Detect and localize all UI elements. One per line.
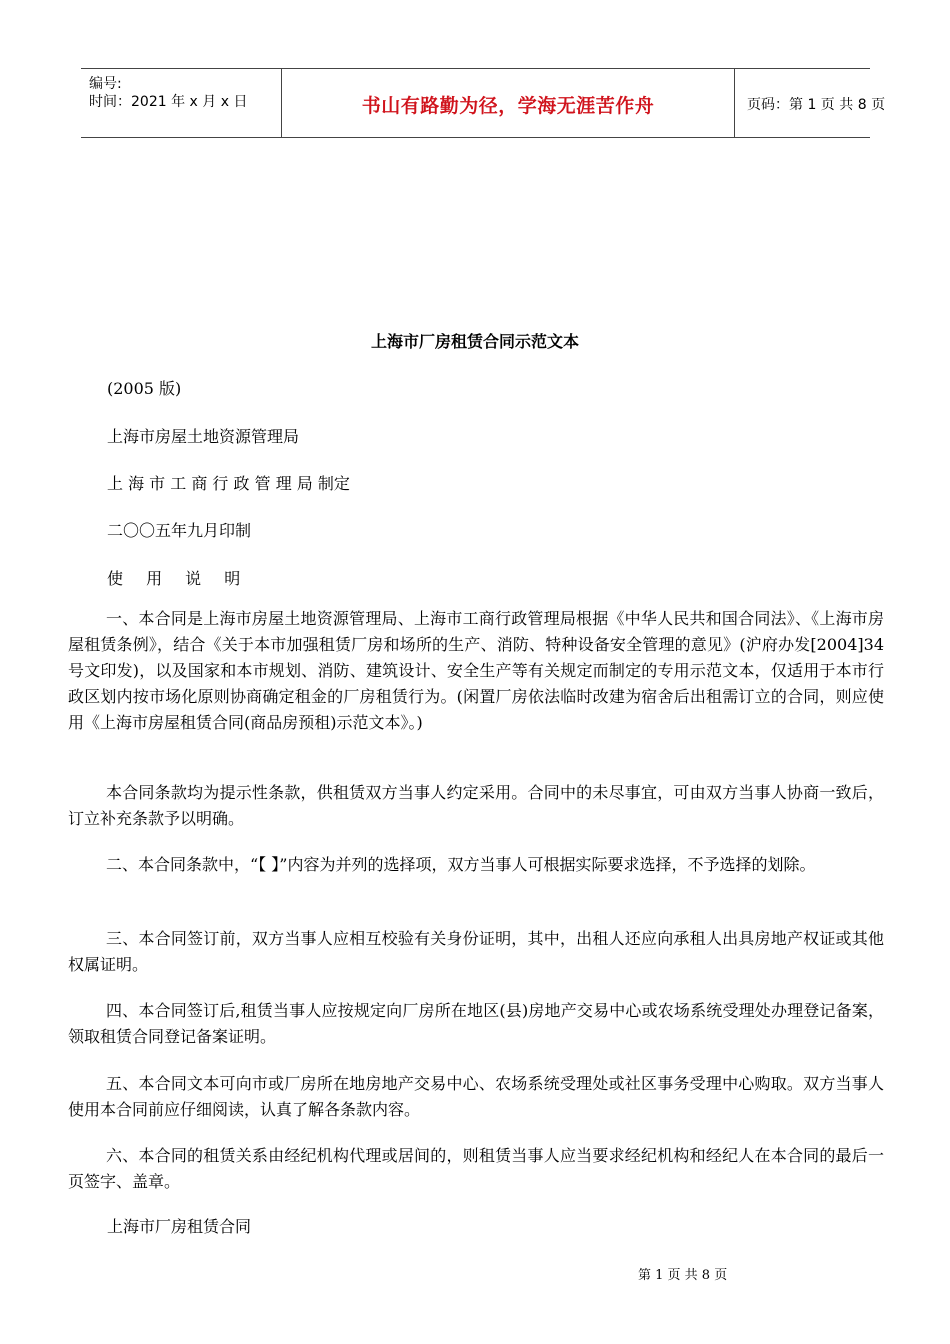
time-label: 时间：2021 年 x 月 x 日 <box>89 94 248 110</box>
serial-label: 编号: <box>89 76 122 92</box>
print-date-line: 二〇〇五年九月印制 <box>107 521 252 540</box>
paragraph-4: 三、本合同签订前，双方当事人应相互校验有关身份证明，其中，出租人还应向承租人出具房地产权证或其他权属证明。 <box>68 929 884 974</box>
paragraph-5: 四、本合同签订后,租赁当事人应按规定向厂房所在地区(县)房地产交易中心或农场系统受理处办理登记备案，领取租赁合同登记备案证明。 <box>68 1001 884 1046</box>
paragraph-3: 二、本合同条款中，“【 】”内容为并列的选择项，双方当事人可根据实际要求选择，不予选择的划除。 <box>106 855 816 874</box>
header-center-cell <box>281 69 735 137</box>
paragraph-6: 五、本合同文本可向市或厂房所在地房地产交易中心、农场系统受理处或社区事务受理中心购取。双方当事人使用本合同前应仔细阅读，认真了解各条款内容。 <box>68 1074 884 1119</box>
closing-line: 上海市厂房租赁合同 <box>107 1217 252 1236</box>
edition-line: (2005 版) <box>107 379 182 398</box>
page-footer: 第 1 页 共 8 页 <box>638 1268 728 1283</box>
paragraph-7: 六、本合同的租赁关系由经纪机构代理或居间的，则租赁当事人应当要求经纪机构和经纪人在本合同的最后一页签字、盖章。 <box>68 1146 884 1191</box>
paragraph-1: 一、本合同是上海市房屋土地资源管理局、上海市工商行政管理局根据《中华人民共和国合同法》、《上海市房屋租赁条例》，结合《关于本市加强租赁厂房和场所的生产、消防、特种设备安全管理的意见》(沪府办发[2004]34 号文印发)，以及国家和本市规划、消防、建筑设计、安全生产等有关规定而制定的专用示范文本，仅适用于本市行政区划内按市场化原则协商确定租金的厂房租赁行为。(闲置厂房依法临时改建为宿舍后出租需订立的合同，则应使用《上海市房屋租赁合同(商品房预租)示范文本》。) <box>68 609 884 732</box>
header-right-cell <box>735 69 886 137</box>
instructions-heading: 使 用 说 明 <box>107 569 250 588</box>
issuer-line-2: 上 海 市 工 商 行 政 管 理 局 制定 <box>107 474 350 493</box>
motto: 书山有路勤为径，学海无涯苦作舟 <box>361 95 655 117</box>
header-table <box>81 68 886 138</box>
page-info: 页码：第 1 页 共 8 页 <box>747 97 886 113</box>
header-left-cell <box>81 69 281 137</box>
issuer-line-1: 上海市房屋土地资源管理局 <box>107 427 300 446</box>
paragraph-2: 本合同条款均为提示性条款，供租赁双方当事人约定采用。合同中的未尽事宜，可由双方当事人协商一致后，订立补充条款予以明确。 <box>68 783 884 828</box>
document-title: 上海市厂房租赁合同示范文本 <box>370 332 579 351</box>
